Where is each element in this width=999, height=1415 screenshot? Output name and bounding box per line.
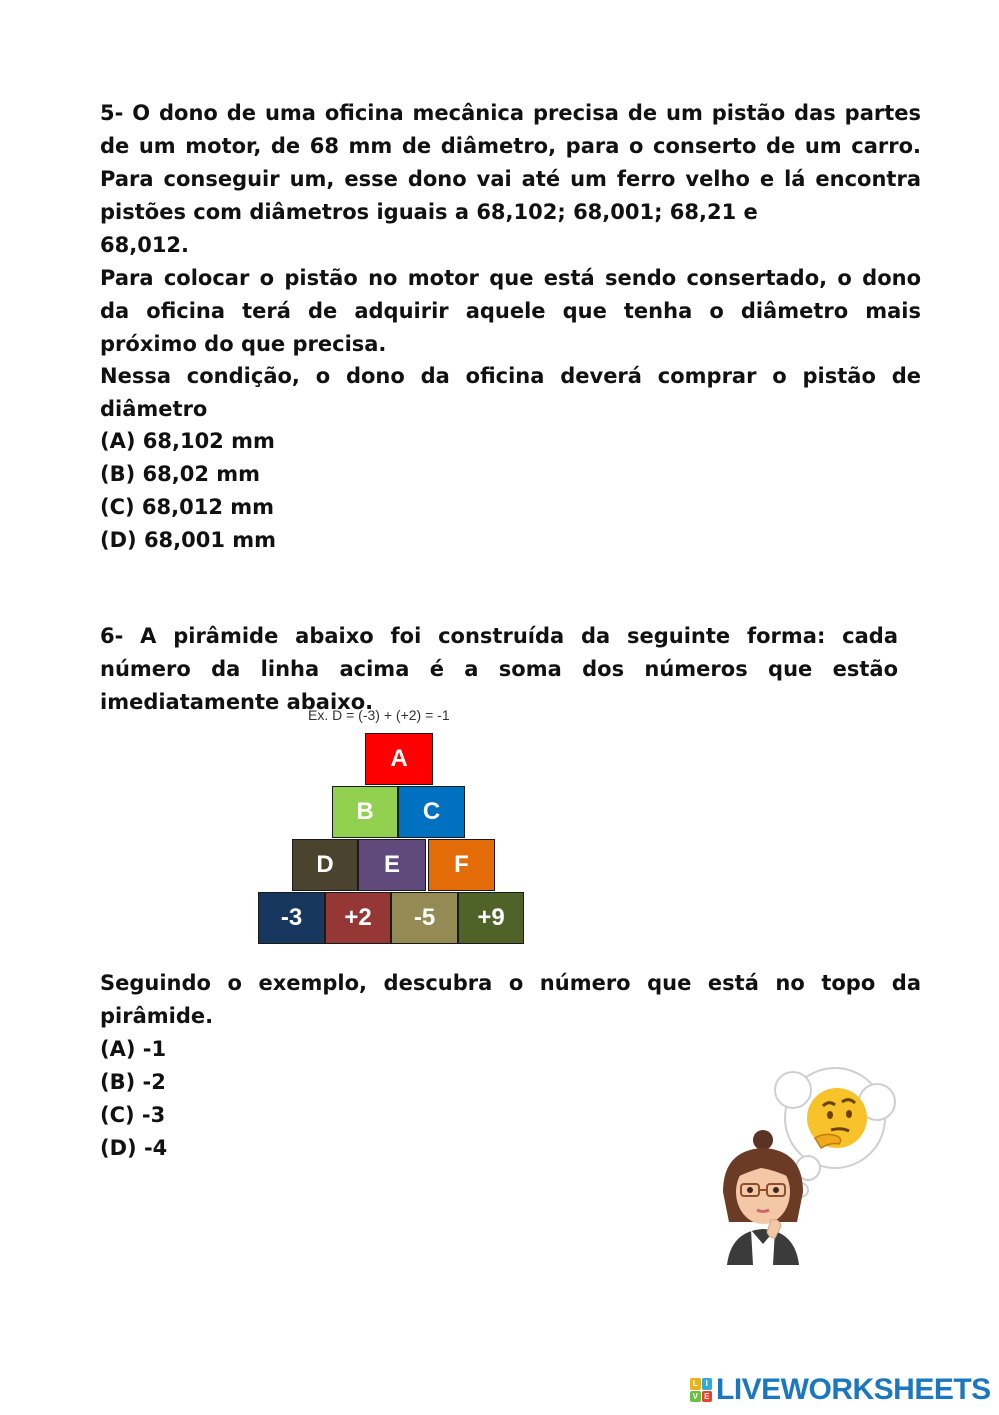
pyramid-block-minus-3: -3 <box>258 892 325 944</box>
pyramid-block-f: F <box>428 839 495 891</box>
pyramid-block-a: A <box>365 733 433 785</box>
question-5-context: Para colocar o pistão no motor que está sendo consertado, o dono da oficina terá de adquirir aquele que tenha o diâmetro mais próximo do que precisa. <box>100 266 921 356</box>
question-5-statement-tail: 68,012. <box>100 233 190 257</box>
pyramid-block-minus-5: -5 <box>391 892 458 944</box>
pyramid-example: Ex. D = (-3) + (+2) = -1 <box>308 707 450 723</box>
question-5-statement: 5- O dono de uma oficina mecânica precisa de um pistão das partes de um motor, de 68 mm de diâmetro, para o conserto de um carro. Para conseguir um, esse dono vai até um ferro velho e lá encontra pistões com diâmetros iguais a 68,102; 68,001; 68,21 e <box>100 101 921 224</box>
logo-mark-i: I <box>702 1378 713 1390</box>
thinking-face-icon <box>807 1088 867 1148</box>
liveworksheets-logo <box>690 1373 991 1407</box>
question-6-option-d: (D) -4 <box>100 1136 168 1160</box>
question-6-option-c: (C) -3 <box>100 1103 166 1127</box>
pyramid-block-plus-9: +9 <box>458 892 524 944</box>
question-6-statement: 6- A pirâmide abaixo foi construída da seguinte forma: cada número da linha acima é a soma dos números que estão imediatamente abaixo. <box>100 624 898 714</box>
question-6-option-b: (B) -2 <box>100 1070 166 1094</box>
pyramid-block-b: B <box>332 786 398 838</box>
thinking-girl-illustration <box>705 1060 905 1265</box>
pyramid-block-plus-2: +2 <box>325 892 391 944</box>
pyramid-block-e: E <box>358 839 426 891</box>
liveworksheets-logo-text: LIVEWORKSHEETS <box>716 1373 991 1406</box>
pyramid-block-d: D <box>292 839 358 891</box>
question-5-prompt: Nessa condição, o dono da oficina deverá comprar o pistão de diâmetro <box>100 364 921 421</box>
girl-avatar <box>723 1130 803 1265</box>
pyramid-block-c: C <box>398 786 465 838</box>
question-5-option-a: (A) 68,102 mm <box>100 429 275 453</box>
logo-mark-l: L <box>690 1378 701 1390</box>
question-5-option-d: (D) 68,001 mm <box>100 528 277 552</box>
logo-mark-e: E <box>702 1391 713 1403</box>
question-6-option-a: (A) -1 <box>100 1037 167 1061</box>
question-5-option-c: (C) 68,012 mm <box>100 495 275 519</box>
logo-mark-v: V <box>690 1391 701 1403</box>
question-6-prompt: Seguindo o exemplo, descubra o número que está no topo da pirâmide. <box>100 971 921 1028</box>
question-5-option-b: (B) 68,02 mm <box>100 462 261 486</box>
liveworksheets-logo-icon <box>690 1378 712 1402</box>
